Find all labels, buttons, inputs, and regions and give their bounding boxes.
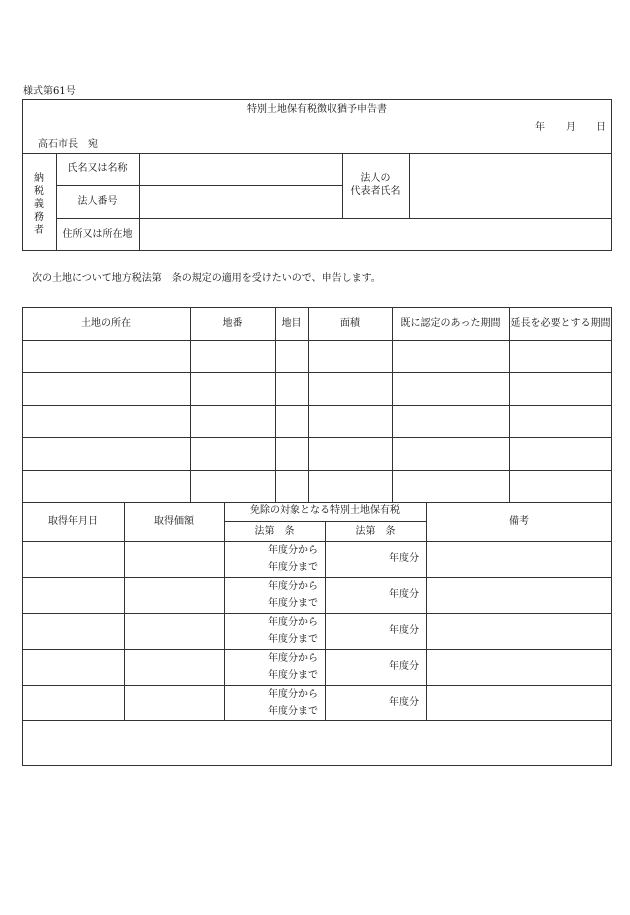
date-day-label: 日: [596, 122, 606, 133]
corp-number-label: 法人番号: [77, 196, 118, 207]
land-header-approved-period: 既に認定のあった期間: [400, 318, 501, 329]
table-row[interactable]: [23, 650, 611, 685]
from-label: 年度分から: [268, 653, 318, 664]
table-row[interactable]: [23, 686, 611, 720]
date-year-label: 年: [535, 122, 545, 133]
statement: 次の土地について地方税法第 条の規定の適用を受けたいので、申告します。: [32, 273, 381, 284]
form-number: 様式第61号: [23, 86, 76, 97]
land-header-category: 地目: [281, 318, 302, 329]
table-row[interactable]: [23, 542, 611, 577]
addressee: 高石市長 宛: [38, 139, 98, 150]
to-label: 年度分まで: [268, 562, 318, 573]
rep-label-line1: 法人の: [360, 173, 391, 184]
acq-header-law1: 法第 条: [254, 526, 295, 537]
land-header-lot: 地番: [222, 318, 243, 329]
corp-number-field[interactable]: [140, 186, 341, 217]
form-title: 特別土地保有税徴収猶予申告書: [247, 104, 387, 115]
table-row[interactable]: [23, 578, 611, 613]
table-row[interactable]: [23, 438, 611, 470]
year-label: 年度分: [389, 697, 419, 708]
to-label: 年度分まで: [268, 670, 318, 681]
year-label: 年度分: [389, 553, 419, 564]
table-row[interactable]: [23, 406, 611, 437]
address-label: 住所又は所在地: [62, 229, 133, 240]
year-label: 年度分: [389, 589, 419, 600]
acq-header-law2: 法第 条: [355, 526, 396, 537]
acq-header-remarks: 備考: [509, 516, 529, 527]
to-label: 年度分まで: [268, 634, 318, 645]
land-header-location: 土地の所在: [81, 318, 131, 329]
to-label: 年度分まで: [268, 598, 318, 609]
year-label: 年度分: [389, 625, 419, 636]
from-label: 年度分から: [268, 617, 318, 628]
table-row[interactable]: [23, 471, 611, 502]
name-field[interactable]: [140, 154, 341, 184]
table-row[interactable]: [23, 614, 611, 649]
from-label: 年度分から: [268, 581, 318, 592]
table-row[interactable]: [23, 341, 611, 372]
representative-field[interactable]: [410, 154, 611, 217]
date-month-label: 月: [566, 122, 576, 133]
year-label: 年度分: [389, 661, 419, 672]
rep-label-line2: 代表者氏名: [350, 186, 401, 197]
land-header-extension-period: 延長を必要とする期間: [510, 318, 611, 329]
name-label: 氏名又は名称: [67, 163, 128, 174]
taxpayer-side-label: 納税義務者: [34, 173, 44, 236]
from-label: 年度分から: [268, 545, 318, 556]
from-label: 年度分から: [268, 689, 318, 700]
acq-header-date: 取得年月日: [48, 516, 98, 527]
land-header-area: 面積: [340, 318, 360, 329]
table-row[interactable]: [23, 373, 611, 405]
bottom-blank-field[interactable]: [23, 721, 611, 765]
acq-header-price: 取得価額: [154, 516, 194, 527]
acq-header-exempt: 免除の対象となる特別土地保有税: [250, 505, 400, 516]
to-label: 年度分まで: [268, 706, 318, 717]
address-field[interactable]: [140, 219, 611, 250]
